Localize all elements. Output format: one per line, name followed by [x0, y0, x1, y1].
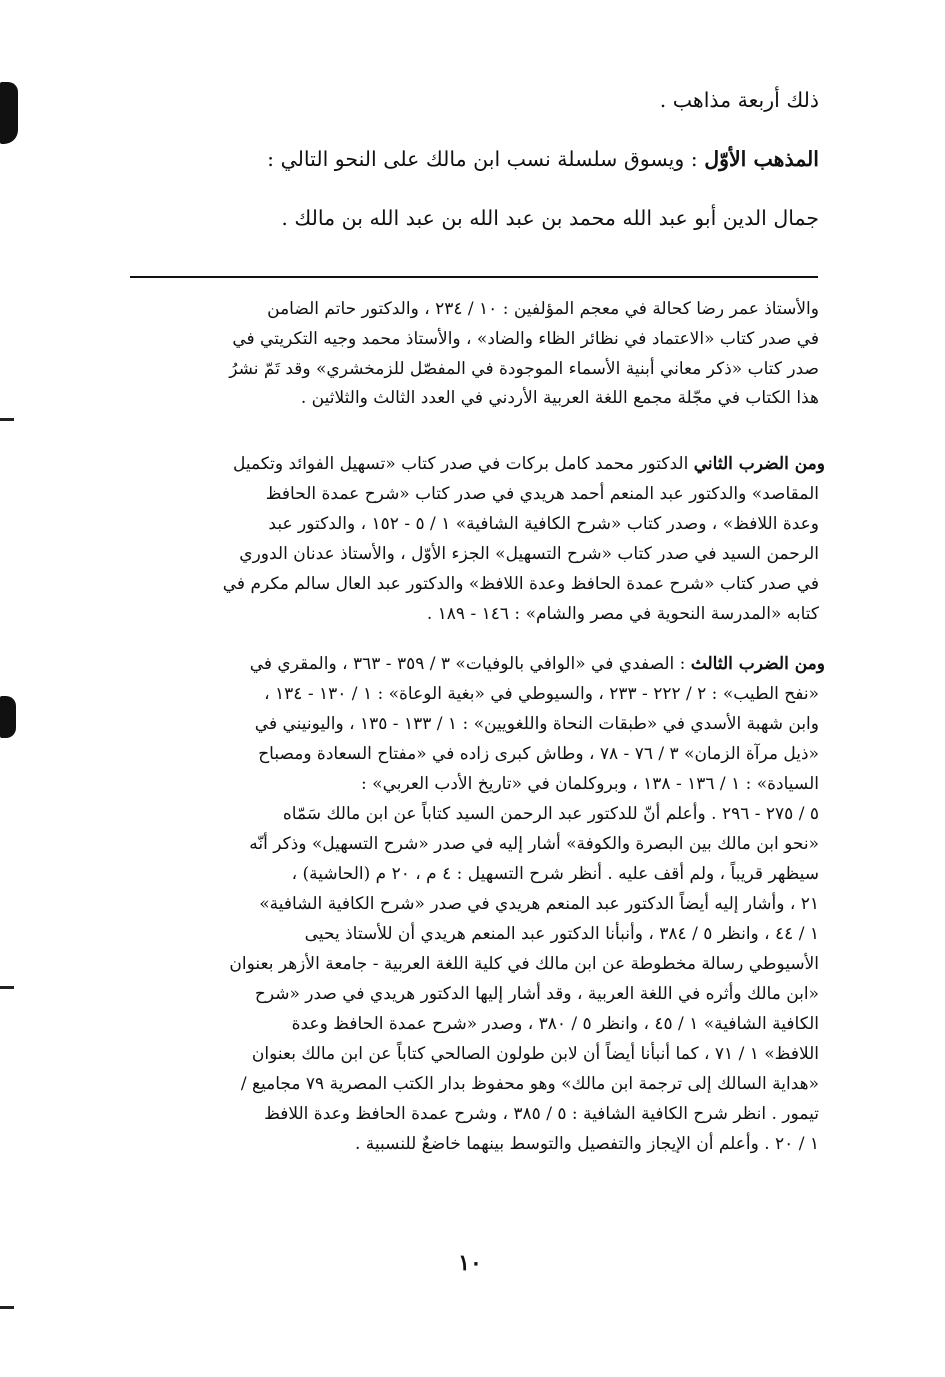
lineage-line: جمال الدين أبو عبد الله محمد بن عبد الله بن عبد الله بن مالك . — [281, 206, 819, 230]
footnote-line: تيمور . انظر شرح الكافية الشافية : ٥ / ٣٨٥ ، وشرح عمدة الحافظ وعدة اللافظ — [264, 1104, 819, 1124]
footnote-line: «نفح الطيب» : ٢ / ٢٢٢ - ٢٣٣ ، والسيوطي في «بغية الوعاة» : ١ / ١٣٠ - ١٣٤ ، — [264, 684, 819, 704]
main-text — [139, 0, 819, 260]
footnote-line: «نحو ابن مالك بين البصرة والكوفة» أشار إليه في صدر «شرح التسهيل» وذكر أنّه — [249, 834, 819, 854]
footnote-line: في صدر كتاب «الاعتماد في نظائر الظاء والضاد» ، والأستاذ محمد وجيه التكريتي في — [232, 329, 819, 349]
footnote-line: وابن شهبة الأسدي في «طبقات النحاة واللغويين» : ١ / ١٣٣ - ١٣٥ ، واليونيني في — [254, 714, 819, 734]
page-number: ١٠ — [458, 1250, 482, 1276]
footnote-line: «هداية السالك إلى ترجمة ابن مالك» وهو محفوظ بدار الكتب المصرية ٧٩ مجاميع / — [240, 1074, 819, 1094]
footnote-line: المقاصد» والدكتور عبد المنعم أحمد هريدي في صدر كتاب «شرح عمدة الحافظ — [265, 484, 819, 504]
scan-artifact — [0, 418, 14, 421]
section-heading: ومن الضرب الثاني — [693, 454, 825, 474]
scan-artifact — [0, 696, 16, 738]
footnote-line: ١ / ٤٤ ، وانظر ٥ / ٣٨٤ ، وأنبأنا الدكتور عبد المنعم هريدي أن للأستاذ يحيى — [304, 924, 819, 944]
footnote-line: الكافية الشافية» ١ / ٤٥ ، وانظر ٥ / ٣٨٠ ، وصدر «شرح عمدة الحافظ وعدة — [291, 1014, 819, 1034]
footnote-line: اللافظ» ١ / ٧١ ، كما أنبأنا أيضاً أن لابن طولون الصالحي كتاباً عن ابن مالك بعنوان — [251, 1044, 819, 1064]
madhab1-heading: المذهب الأوّل — [704, 147, 819, 171]
footnote-line: صدر كتاب «ذكر معاني أبنية الأسماء الموجودة في المفصّل للزمخشري» وقد تَمّ نشرُ — [229, 359, 819, 379]
footnote-line: سيظهر قريباً ، ولم أقف عليه . أنظر شرح التسهيل : ٤ م ، ٢٠ م (الحاشية) ، — [291, 864, 819, 884]
footnote-text: : الصفدي في «الوافي بالوفيات» ٣ / ٣٥٩ - ٣٦٣ ، والمقري في — [249, 654, 691, 674]
intro-line: ذلك أربعة مذاهب . — [659, 88, 819, 112]
footnote-text: الدكتور محمد كامل بركات في صدر كتاب «تسهيل الفوائد وتكميل — [232, 454, 694, 474]
scan-artifact — [0, 986, 14, 989]
footnote-line: الرحمن السيد في صدر كتاب «شرح التسهيل» الجزء الأوّل ، والأستاذ عدنان الدوري — [239, 544, 819, 564]
footnote-line — [120, 453, 825, 475]
madhab1-text: : ويسوق سلسلة نسب ابن مالك على النحو التالي : — [267, 147, 705, 171]
footnote-line: السيادة» : ١ / ١٣٦ - ١٣٨ ، وبروكلمان في «تاريخ الأدب العربي» : — [361, 774, 819, 794]
footnote-line: كتابه «المدرسة النحوية في مصر والشام» : ١٤٦ - ١٨٩ . — [426, 604, 819, 624]
footnote-line: ٥ / ٢٧٥ - ٢٩٦ . وأعلم أنّ للدكتور عبد الرحمن السيد كتاباً عن ابن مالك سَمّاه — [282, 804, 819, 824]
footnote-line: وعدة اللافظ» ، وصدر كتاب «شرح الكافية الشافية» ١ / ٥ - ١٥٢ ، والدكتور عبد — [268, 514, 819, 534]
scan-artifact — [0, 82, 18, 144]
footnote-line: في صدر كتاب «شرح عمدة الحافظ وعدة اللافظ» والدكتور عبد العال سالم مكرم في — [222, 574, 819, 594]
footnote-divider — [130, 276, 818, 278]
footnote-line: والأستاذ عمر رضا كحالة في معجم المؤلفين : ١٠ / ٢٣٤ ، والدكتور حاتم الضامن — [267, 299, 819, 319]
madhab1-line — [267, 145, 819, 173]
footnote-line: «ابن مالك وأثره في اللغة العربية ، وقد أشار إليها الدكتور هريدي في صدر «شرح — [254, 984, 819, 1004]
footnote-line — [120, 653, 825, 675]
footnote-line: ١ / ٢٠ . وأعلم أن الإيجاز والتفصيل والتوسط بينهما خاضعٌ للنسبية . — [354, 1134, 819, 1154]
scan-artifact — [0, 1306, 14, 1309]
footnote-line: الأسيوطي رسالة مخطوطة عن ابن مالك في كلية اللغة العربية - جامعة الأزهر بعنوان — [229, 954, 819, 974]
footnote-line: «ذيل مرآة الزمان» ٣ / ٧٦ - ٧٨ ، وطاش كبرى زاده في «مفتاح السعادة ومصباح — [258, 744, 819, 764]
footnote-line: ٢١ ، وأشار إليه أيضاً الدكتور عبد المنعم هريدي في صدر «شرح الكافية الشافية» — [259, 894, 819, 914]
section-heading: ومن الضرب الثالث — [690, 654, 825, 674]
footnote-line: هذا الكتاب في مجّلة مجمع اللغة العربية الأردني في العدد الثالث والثلاثين . — [300, 388, 819, 408]
